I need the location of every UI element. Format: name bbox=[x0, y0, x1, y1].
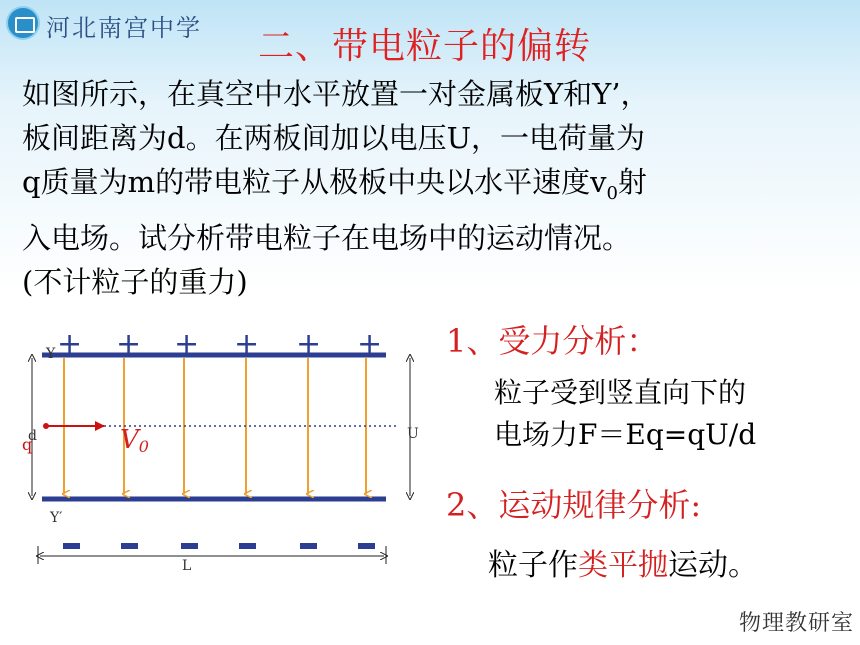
velocity-subscript: 0 bbox=[606, 182, 618, 204]
school-name: 河北南宫中学 bbox=[46, 14, 202, 42]
plus-sign: + bbox=[116, 327, 142, 362]
school-logo bbox=[6, 6, 40, 40]
force-analysis-text bbox=[494, 372, 756, 456]
plus-sign: + bbox=[357, 327, 383, 362]
problem-text bbox=[22, 72, 852, 304]
motion-highlight: 类平抛 bbox=[578, 548, 668, 583]
problem-line bbox=[22, 160, 852, 216]
problem-line: 板间距离为d。在两板间加以电压U，一电荷量为 bbox=[22, 121, 646, 155]
particle bbox=[43, 423, 49, 429]
velocity-symbol: V bbox=[120, 425, 139, 455]
voltage-label: U bbox=[407, 426, 419, 442]
motion-text-part: 粒子作 bbox=[488, 548, 578, 583]
deflection-diagram bbox=[0, 318, 440, 578]
watermark: 物理教研室 bbox=[738, 611, 854, 636]
problem-line-part: q质量为m的带电粒子从极板中央以水平速度v bbox=[22, 165, 607, 199]
length-label: L bbox=[182, 558, 192, 574]
problem-line: 入电场。试分析带电粒子在电场中的运动情况。 bbox=[22, 220, 632, 255]
plus-sign: + bbox=[296, 327, 322, 362]
motion-text-part: 运动。 bbox=[668, 548, 758, 583]
distance-label: d bbox=[28, 428, 37, 444]
velocity-label-subscript: 0 bbox=[138, 437, 149, 456]
slide-title: 二、带电粒子的偏转 bbox=[258, 26, 592, 67]
force-analysis-heading: 1、受力分析： bbox=[446, 322, 659, 360]
top-plate-label: Y bbox=[46, 346, 56, 362]
velocity-label bbox=[120, 425, 149, 456]
motion-analysis-heading: 2、运动规律分析: bbox=[446, 486, 702, 524]
charge-label: q bbox=[22, 435, 33, 454]
force-formula: 电场力F＝Eq=qU/d bbox=[494, 418, 757, 451]
problem-line-part: 射 bbox=[617, 165, 647, 199]
problem-line: 如图所示，在真空中水平放置一对金属板Y和Y’， bbox=[22, 77, 650, 111]
plus-sign: + bbox=[174, 327, 200, 362]
plus-sign: + bbox=[57, 327, 83, 362]
bottom-plate-label: Y′ bbox=[50, 510, 63, 526]
force-line: 粒子受到竖直向下的 bbox=[494, 376, 747, 409]
plus-sign: + bbox=[234, 327, 260, 362]
problem-line: (不计粒子的重力) bbox=[22, 264, 248, 299]
motion-analysis-text bbox=[488, 540, 758, 584]
